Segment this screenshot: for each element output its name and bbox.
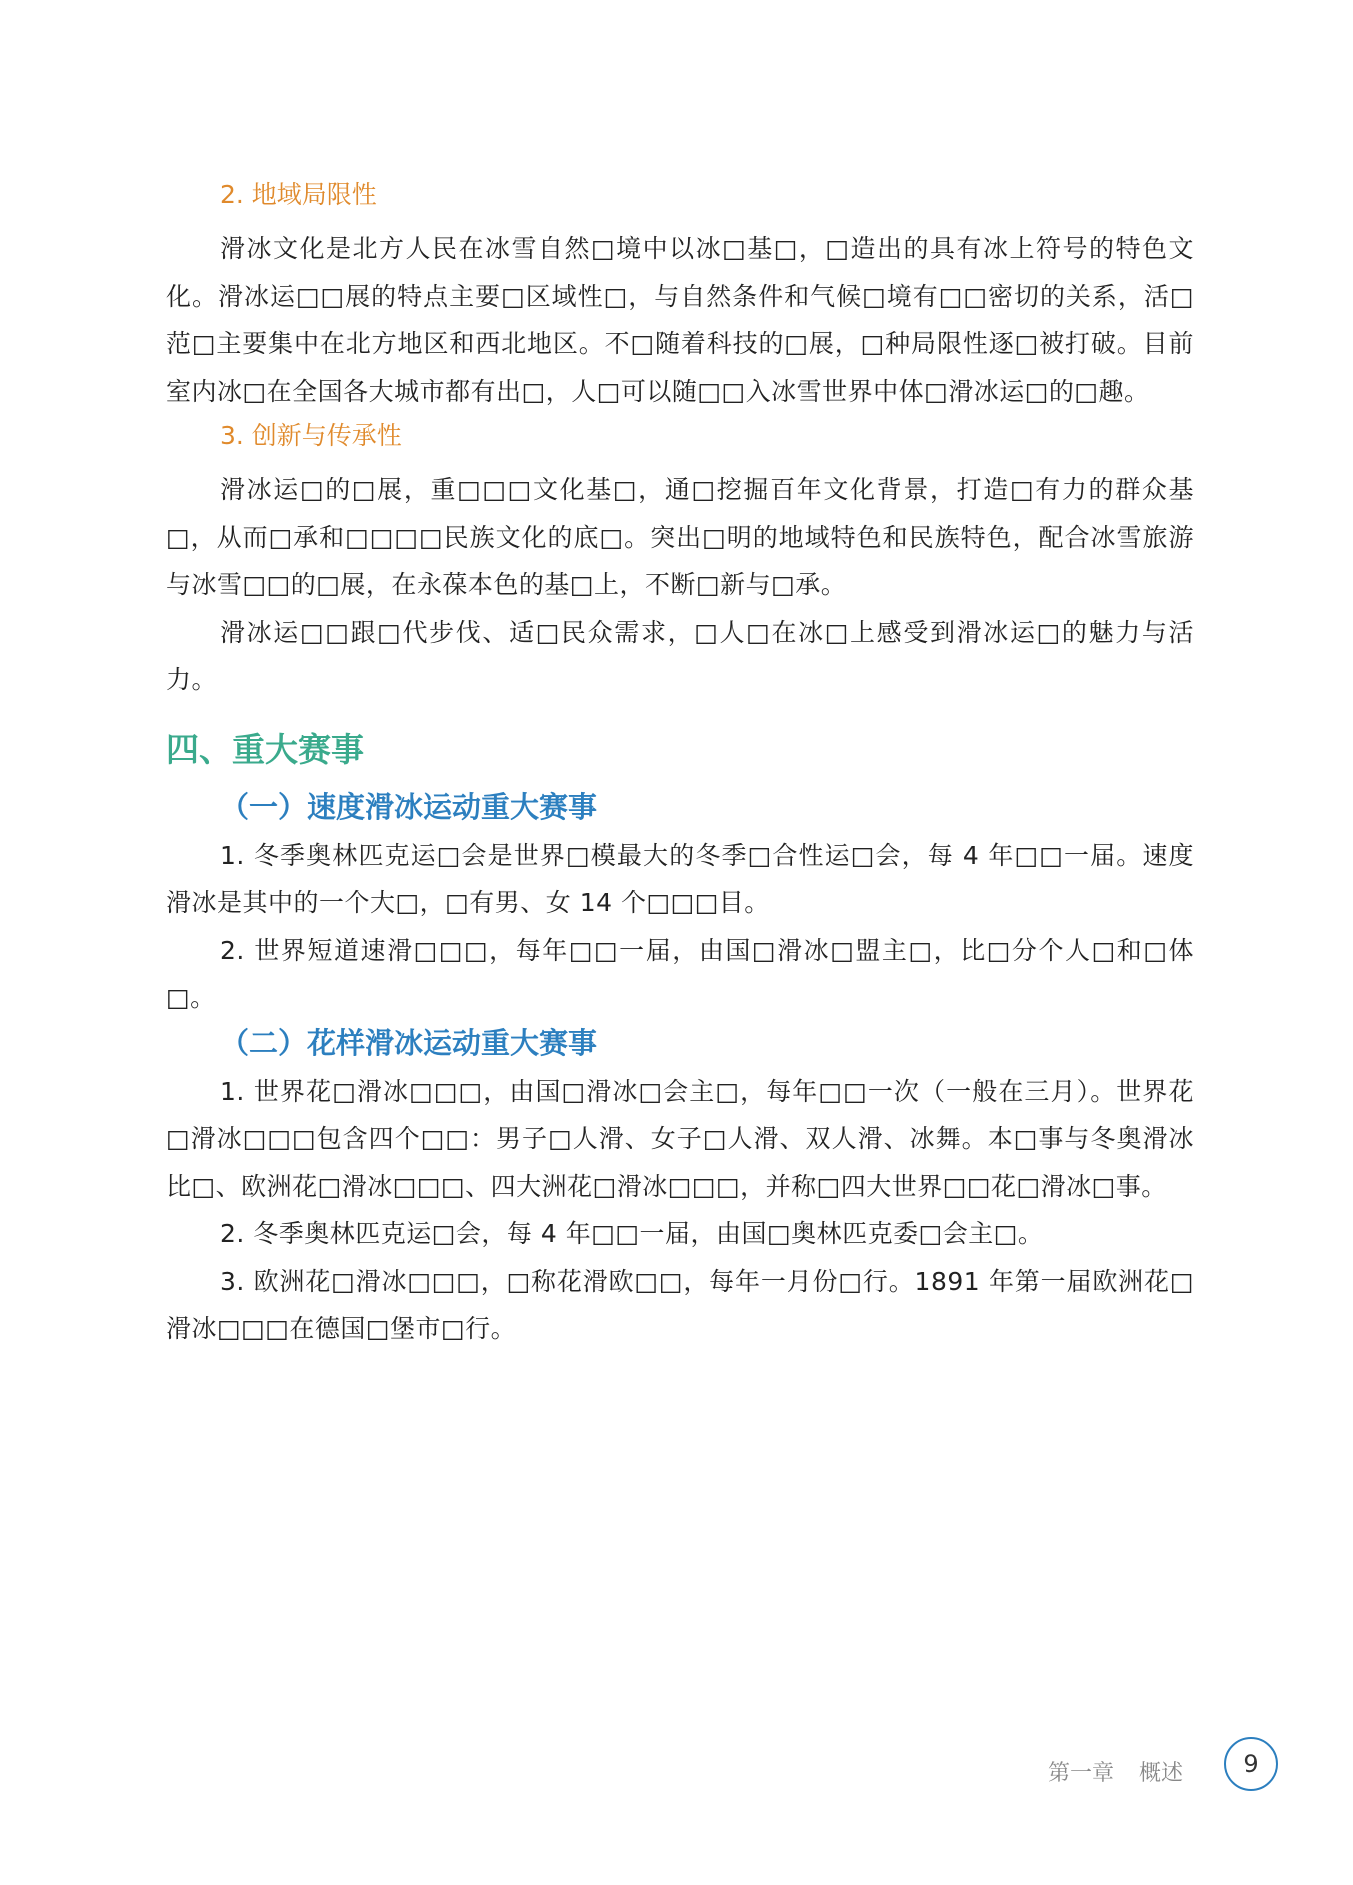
paragraph-figure-2: 2. 冬季奥林匹克运□会，每 4 年□□一届，由国□奥林匹克委□会主□。 (220, 1219, 1044, 1248)
paragraph-innovation-2: 滑冰运□□跟□代步伐、适□民众需求，□人□在冰□上感受到滑冰运□的魅力与活力。 (166, 617, 1194, 694)
footer-chapter: 第一章 概述 (1048, 1761, 1183, 1786)
paragraph-speed-1: 1. 冬季奥林匹克运□会是世界□模最大的冬季□合性运□会，每 4 年□□一届。速度滑冰是其中的一个大□，□有男、女 14 个□□□目。 (166, 840, 1194, 917)
paragraph-locality: 滑冰文化是北方人民在冰雪自然□境中以冰□基□，□造出的具有冰上符号的特色文化。滑冰运□□展的特点主要□区域性□，与自然条件和气候□境有□□密切的关系，活□范□主要集中在北方地区和西北地区。不□随着科技的□展，□种局限性逐□被打破。目前室内冰□在全国各大城市都有出□，人□可以随□□入冰雪世界中体□滑冰运□的□趣。 (166, 234, 1194, 406)
section-title-events: 四、重大赛事 (166, 729, 364, 769)
subheading-locality: 2. 地域局限性 (220, 180, 377, 209)
page-number-badge (1224, 1737, 1278, 1791)
paragraph-innovation-1: 滑冰运□的□展，重□□□文化基□，通□挖掘百年文化背景，打造□有力的群众基□，从而□承和□□□□民族文化的底□。突出□明的地域特色和民族特色，配合冰雪旅游与冰雪□□的□展，在永葆本色的基□上，不断□新与□承。 (166, 475, 1194, 599)
subheading-innovation: 3. 创新与传承性 (220, 421, 402, 450)
page-content (166, 178, 1194, 1353)
paragraph-figure-3: 3. 欧洲花□滑冰□□□，□称花滑欧□□，每年一月份□行。1891 年第一届欧洲花□滑冰□□□在德国□堡市□行。 (166, 1266, 1194, 1343)
paragraph-speed-2: 2. 世界短道速滑□□□，每年□□一届，由国□滑冰□盟主□，比□分个人□和□体□。 (166, 935, 1194, 1012)
subheading-figure-skating: （二）花样滑冰运动重大赛事 (220, 1025, 598, 1060)
subheading-speed-skating: （一）速度滑冰运动重大赛事 (220, 789, 598, 824)
paragraph-figure-1: 1. 世界花□滑冰□□□，由国□滑冰□会主□，每年□□一次（一般在三月）。世界花□滑冰□□□包含四个□□：男子□人滑、女子□人滑、双人滑、冰舞。本□事与冬奥滑冰比□、欧洲花□滑冰□□□、四大洲花□滑冰□□□，并称□四大世界□□花□滑冰□事。 (166, 1076, 1194, 1201)
page-number: 9 (1243, 1750, 1259, 1778)
